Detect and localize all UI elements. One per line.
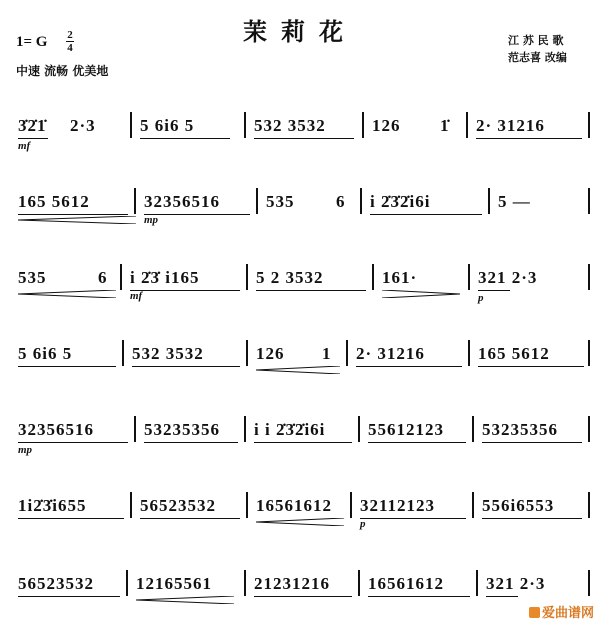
measure: 2·3 bbox=[70, 116, 96, 135]
measure: 535 bbox=[18, 268, 47, 287]
measure: 2· 31216 bbox=[356, 344, 425, 363]
dynamic-mark: mp bbox=[18, 444, 33, 456]
measure: 5 — bbox=[498, 192, 531, 211]
staff-row-3 bbox=[10, 262, 596, 302]
measure: 21231216 bbox=[254, 574, 330, 593]
watermark-logo-icon bbox=[529, 607, 540, 618]
measure: 532 3532 bbox=[254, 116, 326, 135]
staff-row-2 bbox=[10, 186, 596, 226]
staff-row-1 bbox=[10, 110, 596, 150]
staff-row-7 bbox=[10, 568, 596, 608]
measure: 321 2·3 bbox=[478, 268, 538, 287]
measure: 56523532 bbox=[18, 574, 94, 593]
watermark bbox=[529, 602, 594, 621]
measure: 5 6i6 5 bbox=[18, 344, 73, 363]
measure: 5 2 3532 bbox=[256, 268, 324, 287]
measure: i 2̇3̇ i165 bbox=[130, 268, 200, 287]
credit-arranger: 范志喜 改编 bbox=[508, 51, 567, 64]
measure: 53235356 bbox=[482, 420, 558, 439]
measure: 32356516 bbox=[144, 192, 220, 211]
measure: 16561612 bbox=[256, 496, 332, 515]
dynamic-mark: mf bbox=[130, 290, 143, 302]
credit-origin: 江 苏 民 歌 bbox=[508, 34, 564, 47]
measure: i 2̇3̇2̇i6i bbox=[370, 192, 431, 211]
dynamic-mark: p bbox=[478, 292, 484, 304]
measure: 55612123 bbox=[368, 420, 444, 439]
measure: i i 2̇3̇2̇i6i bbox=[254, 420, 326, 439]
measure: 6 bbox=[98, 268, 108, 287]
watermark-text: 爱曲谱网 bbox=[541, 606, 594, 621]
staff-row-5 bbox=[10, 414, 596, 454]
measure: 165 5612 bbox=[478, 344, 550, 363]
measure: 56523532 bbox=[140, 496, 216, 515]
staff-row-4 bbox=[10, 338, 596, 378]
staff-row-6 bbox=[10, 490, 596, 530]
measure: 2· 31216 bbox=[476, 116, 545, 135]
measure: 165 5612 bbox=[18, 192, 90, 211]
measure: 535 bbox=[266, 192, 295, 211]
meter-top: 2 bbox=[67, 29, 73, 41]
measure: 556i6553 bbox=[482, 496, 555, 515]
measure: 32112123 bbox=[360, 496, 436, 515]
measure: 32356516 bbox=[18, 420, 94, 439]
measure: 126 bbox=[256, 344, 285, 363]
measure: 16561612 bbox=[368, 574, 444, 593]
song-title: 茉莉花 bbox=[243, 17, 357, 46]
dynamic-mark: mf bbox=[18, 140, 31, 152]
measure: 53235356 bbox=[144, 420, 220, 439]
measure: 1̇ bbox=[440, 116, 450, 135]
tempo-marking: 中速 流畅 优美地 bbox=[16, 64, 109, 78]
measure: 12165561 bbox=[136, 574, 212, 593]
measure: 5 6i6 5 bbox=[140, 116, 195, 135]
time-signature bbox=[66, 30, 74, 53]
measure: 532 3532 bbox=[132, 344, 204, 363]
dynamic-mark: p bbox=[360, 518, 366, 530]
measure: 3̇2̇1̇ bbox=[18, 116, 47, 135]
meter-bottom: 4 bbox=[67, 42, 73, 54]
measure: 1 bbox=[322, 344, 332, 363]
credits bbox=[508, 32, 567, 66]
dynamic-mark: mp bbox=[144, 214, 159, 226]
measure: 1i2̇3̇i655 bbox=[18, 496, 87, 515]
measure: 321 2·3 bbox=[486, 574, 546, 593]
measure: 126 bbox=[372, 116, 401, 135]
measure: 161· bbox=[382, 268, 418, 287]
measure: 6 bbox=[336, 192, 346, 211]
key-signature: 1= G bbox=[16, 34, 48, 50]
